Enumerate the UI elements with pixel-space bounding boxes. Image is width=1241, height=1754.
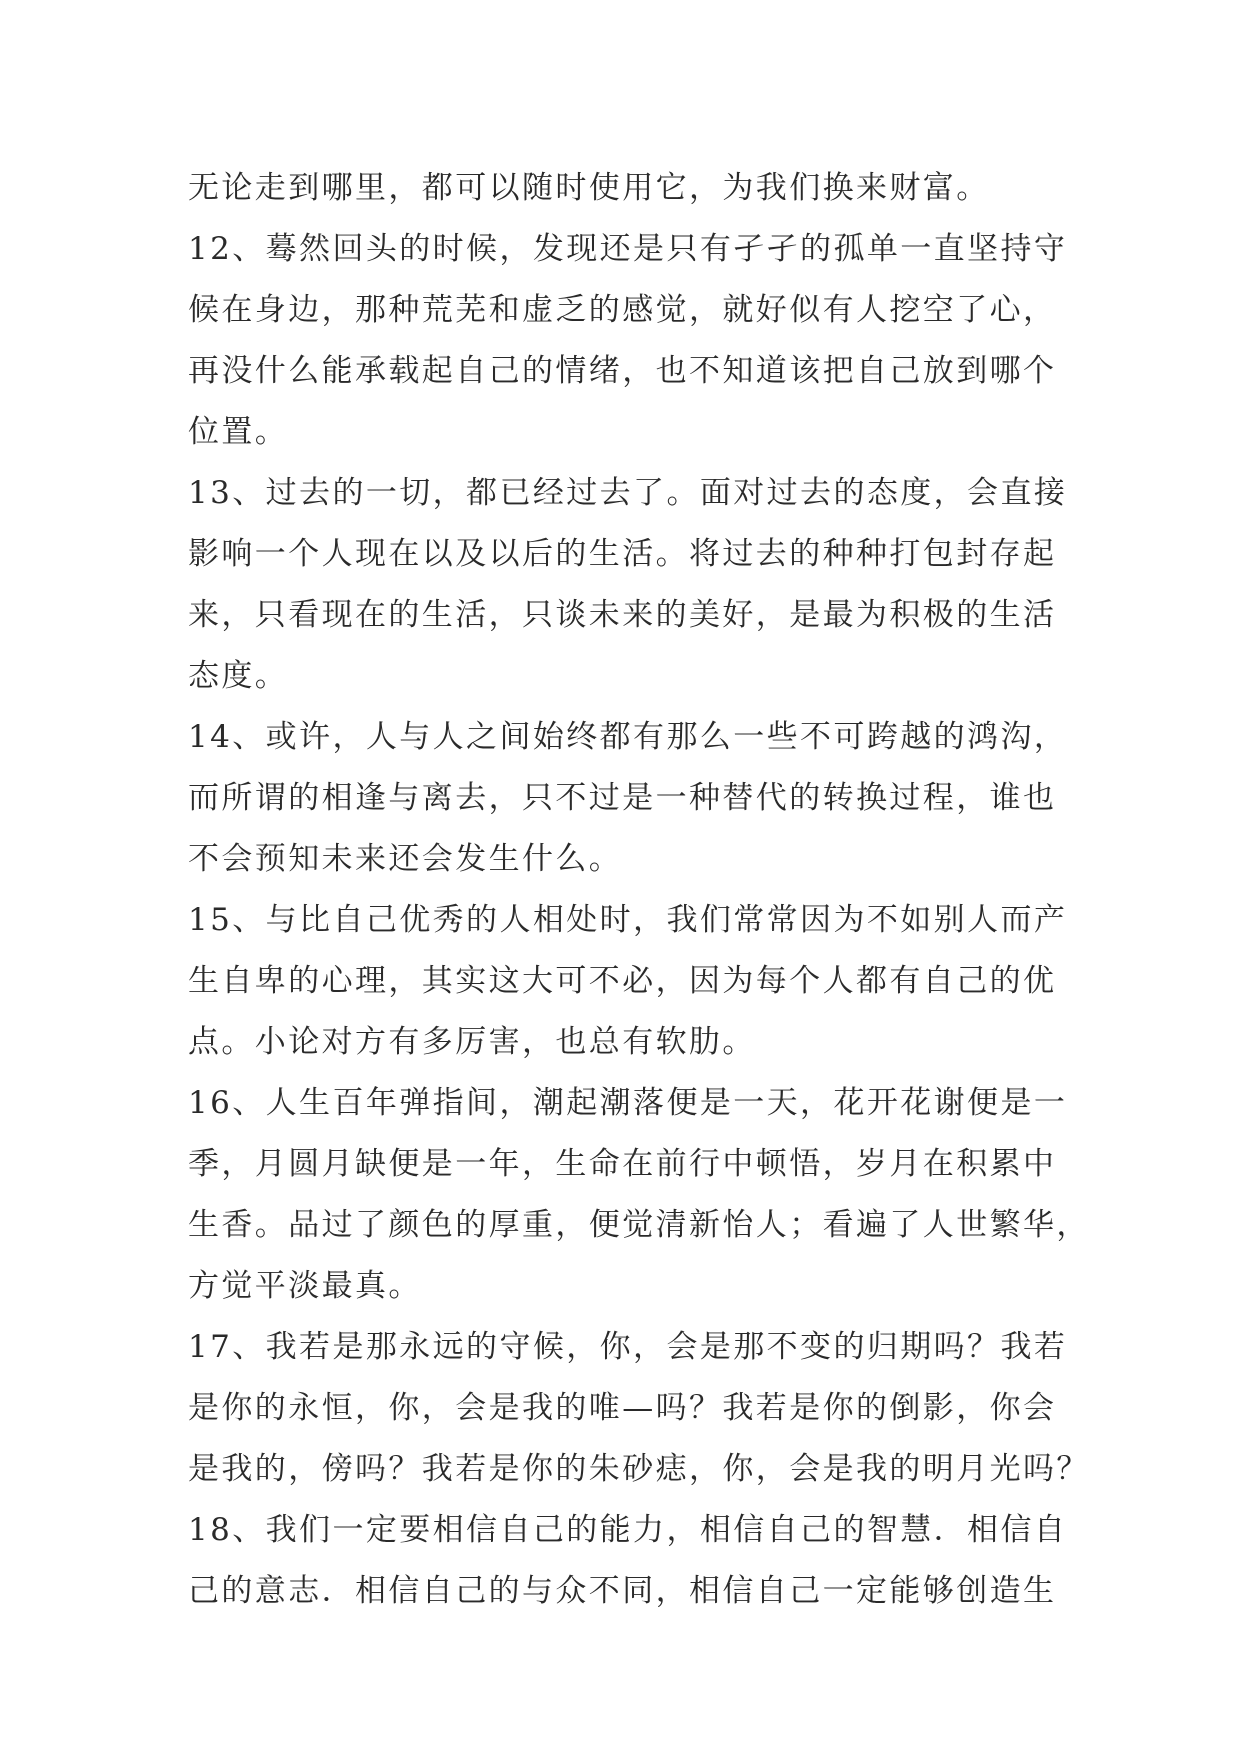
text-line: 位置。 (188, 414, 289, 450)
text-line: 生香。品过了颜色的厚重，便觉清新怡人；看遍了人世繁华， (188, 1207, 1090, 1243)
text-line: 态度。 (188, 658, 289, 694)
text-line: 来，只看现在的生活，只谈未来的美好，是最为积极的生活 (188, 597, 1057, 633)
text-line: 候在身边，那种荒芜和虚乏的感觉，就好似有人挖空了心， (188, 292, 1057, 328)
text-line: 生自卑的心理，其实这大可不必，因为每个人都有自己的优 (188, 963, 1057, 999)
text-line: 点。小论对方有多厉害，也总有软肋。 (188, 1024, 756, 1060)
text-line: 16、人生百年弹指间，潮起潮落便是一天，花开花谢便是一 (188, 1085, 1068, 1121)
text-line: 14、或许，人与人之间始终都有那么一些不可跨越的鸿沟， (188, 719, 1068, 755)
text-line: 己的意志．相信自己的与众不同，相信自己一定能够创造生 (188, 1573, 1057, 1609)
text-line: 17、我若是那永远的守候，你，会是那不变的归期吗？我若 (188, 1329, 1068, 1365)
text-line: 季，月圆月缺便是一年，生命在前行中顿悟，岁月在积累中 (188, 1146, 1057, 1182)
text-line: 15、与比自己优秀的人相处时，我们常常因为不如别人而产 (188, 902, 1068, 938)
text-line: 18、我们一定要相信自己的能力，相信自己的智慧．相信自 (188, 1512, 1068, 1548)
document-body (188, 158, 1090, 1622)
text-line: 无论走到哪里，都可以随时使用它，为我们换来财富。 (188, 170, 990, 206)
text-line: 是我的，傍吗？我若是你的朱砂痣，你，会是我的明月光吗？ (188, 1451, 1090, 1487)
text-line: 不会预知未来还会发生什么。 (188, 841, 623, 877)
text-line: 方觉平淡最真。 (188, 1268, 422, 1304)
text-line: 13、过去的一切，都已经过去了。面对过去的态度，会直接 (188, 475, 1068, 511)
text-line: 影响一个人现在以及以后的生活。将过去的种种打包封存起 (188, 536, 1057, 572)
text-line: 而所谓的相逢与离去，只不过是一种替代的转换过程，谁也 (188, 780, 1057, 816)
text-line: 再没什么能承载起自己的情绪，也不知道该把自己放到哪个 (188, 353, 1057, 389)
text-line: 12、蓦然回头的时候，发现还是只有孑孑的孤单一直坚持守 (188, 231, 1068, 267)
text-line: 是你的永恒，你，会是我的唯—吗？我若是你的倒影，你会 (188, 1390, 1057, 1426)
